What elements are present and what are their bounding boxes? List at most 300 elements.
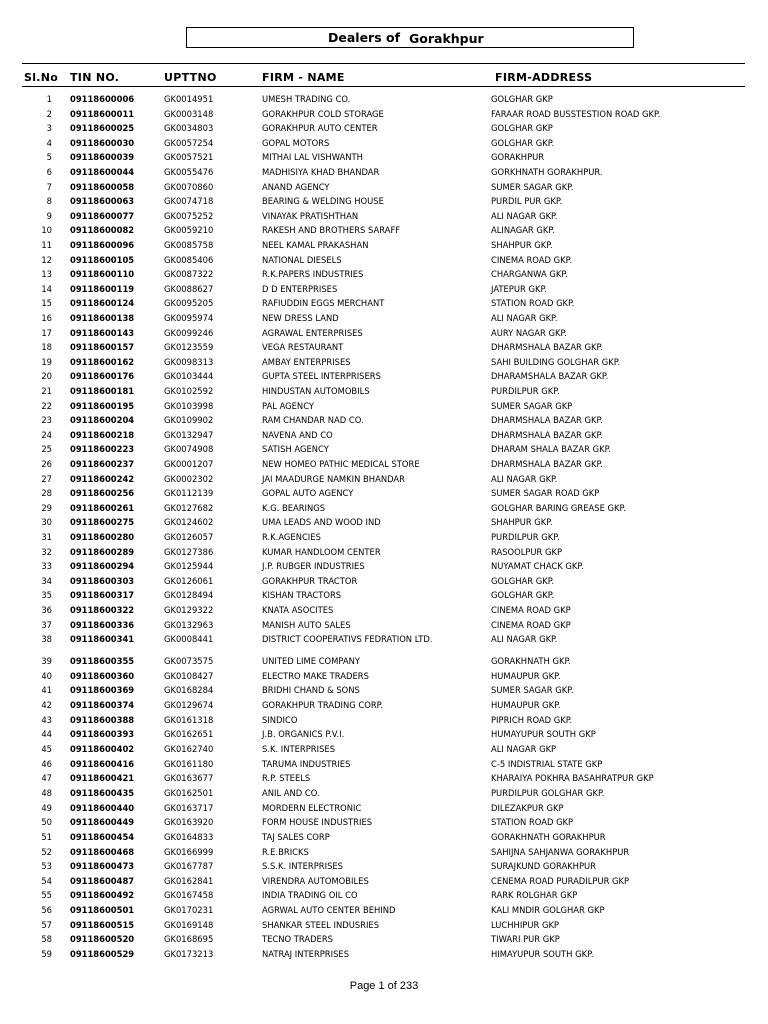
row-firm-address: SUMER SAGAR GKP [491, 400, 573, 411]
row-firm-address: ALI NAGAR GKP [491, 743, 557, 754]
row-firm-address: SHAHPUR GKP. [491, 517, 553, 528]
row-firm-address: ALI NAGAR GKP. [491, 210, 558, 221]
title-city: Gorakhpur [409, 31, 484, 46]
header-top-rule [22, 63, 745, 64]
row-firm-name: BEARING & WELDING HOUSE [262, 196, 384, 207]
row-tin: 09118600223 [70, 444, 135, 455]
row-uptt: GK0003148 [164, 108, 214, 119]
row-uptt: GK0127682 [164, 502, 214, 513]
row-firm-name: INDIA TRADING OIL CO [262, 890, 358, 901]
row-firm-address: GOLGHAR GKP. [491, 575, 555, 586]
row-slno: 29 [41, 502, 52, 513]
row-uptt: GK0168695 [164, 934, 214, 945]
row-tin: 09118600473 [70, 861, 135, 872]
row-slno: 55 [41, 890, 52, 901]
row-tin: 09118600077 [70, 210, 135, 221]
row-slno: 47 [41, 773, 52, 784]
row-slno: 53 [41, 861, 52, 872]
header-firm-address: FIRM-ADDRESS [495, 71, 593, 84]
row-tin: 09118600393 [70, 729, 135, 740]
row-slno: 6 [46, 167, 52, 177]
header-uptt: UPTTNO [164, 71, 217, 84]
header-slno: Sl.No [24, 71, 59, 84]
row-slno: 57 [41, 919, 52, 930]
row-uptt: GK0099246 [164, 327, 214, 338]
page-title-box [186, 27, 634, 48]
row-slno: 56 [41, 905, 52, 915]
row-slno: 14 [41, 283, 52, 294]
row-slno: 58 [41, 934, 52, 945]
row-firm-name: SATISH AGENCY [262, 444, 329, 455]
row-firm-name: GOPAL AUTO AGENCY [262, 488, 354, 499]
row-firm-name: R.K.AGENCIES [262, 532, 321, 542]
row-firm-address: KHARAIYA POKHRA BASAHRATPUR GKP [491, 773, 654, 784]
row-firm-address: STATION ROAD GKP [491, 817, 574, 828]
row-slno: 36 [41, 605, 52, 615]
row-firm-name: GORAKHPUR TRADING CORP. [262, 700, 384, 710]
row-tin: 09118600157 [70, 342, 135, 353]
row-tin: 09118600355 [70, 656, 135, 666]
row-firm-address: RARK ROLGHAR GKP [491, 890, 578, 901]
row-uptt: GK0108427 [164, 670, 214, 681]
row-slno: 51 [41, 831, 52, 842]
row-slno: 17 [41, 327, 52, 338]
row-uptt: GK0129674 [164, 700, 214, 710]
row-firm-name: AGRWAL AUTO CENTER BEHIND [262, 905, 396, 915]
row-firm-address: PURDILPUR GKP. [491, 386, 560, 396]
row-uptt: GK0014951 [164, 94, 214, 104]
row-firm-name: FORM HOUSE INDUSTRIES [262, 817, 373, 828]
row-uptt: GK0123559 [164, 342, 214, 353]
row-firm-address: GORAKHPUR [491, 152, 545, 163]
row-firm-name: BRIDHI CHAND & SONS [262, 685, 360, 696]
row-slno: 12 [41, 254, 52, 265]
row-slno: 13 [41, 269, 52, 280]
row-tin: 09118600082 [70, 225, 135, 236]
row-uptt: GK0166999 [164, 846, 214, 857]
row-slno: 23 [41, 415, 52, 426]
row-slno: 2 [46, 108, 52, 119]
row-tin: 09118600242 [70, 473, 135, 484]
row-tin: 09118600487 [70, 875, 135, 886]
row-firm-address: FARAAR ROAD BUSSTESTION ROAD GKP. [491, 108, 661, 119]
row-tin: 09118600515 [70, 919, 135, 930]
row-firm-address: AURY NAGAR GKP. [491, 327, 567, 338]
row-slno: 4 [46, 137, 52, 148]
row-firm-address: C-5 INDISTRIAL STATE GKP [491, 758, 603, 769]
row-firm-name: VEGA RESTAURANT [262, 342, 344, 353]
row-firm-name: RAKESH AND BROTHERS SARAFF [262, 225, 401, 236]
row-uptt: GK0057521 [164, 152, 214, 163]
row-firm-name: D D ENTERPRISES [262, 283, 338, 294]
row-slno: 50 [41, 817, 52, 828]
row-tin: 09118600416 [70, 758, 135, 769]
row-uptt: GK0073575 [164, 656, 214, 666]
row-slno: 30 [41, 517, 52, 528]
row-firm-address: CINEMA ROAD GKP [491, 605, 571, 615]
row-firm-address: PURDIL PUR GKP. [491, 196, 563, 207]
row-slno: 26 [41, 459, 52, 469]
row-firm-address: CENEMA ROAD PURADILPUR GKP [491, 875, 630, 886]
row-tin: 09118600119 [70, 283, 135, 294]
row-firm-name: GOPAL MOTORS [262, 137, 330, 148]
row-uptt: GK0132963 [164, 619, 214, 630]
row-tin: 09118600317 [70, 590, 135, 601]
row-slno: 39 [41, 656, 52, 666]
row-tin: 09118600030 [70, 137, 135, 148]
row-uptt: GK0001207 [164, 459, 214, 469]
row-firm-address: ALI NAGAR GKP. [491, 634, 558, 645]
row-uptt: GK0074718 [164, 196, 214, 207]
row-tin: 09118600063 [70, 196, 135, 207]
row-firm-address: GORKHNATH GORAKHPUR. [491, 167, 603, 177]
row-firm-address: GOLGHAR GKP [491, 123, 553, 134]
row-uptt: GK0164833 [164, 831, 214, 842]
row-slno: 32 [41, 546, 52, 557]
row-slno: 45 [41, 743, 52, 754]
row-uptt: GK0167458 [164, 890, 214, 901]
row-slno: 38 [41, 634, 52, 645]
row-tin: 09118600105 [70, 254, 135, 265]
row-slno: 7 [46, 181, 52, 192]
row-uptt: GK0085406 [164, 254, 214, 265]
row-slno: 37 [41, 619, 52, 630]
row-tin: 09118600468 [70, 846, 135, 857]
row-uptt: GK0169148 [164, 919, 214, 930]
row-tin: 09118600388 [70, 714, 135, 725]
row-tin: 09118600138 [70, 313, 135, 323]
row-tin: 09118600336 [70, 619, 135, 630]
row-tin: 09118600143 [70, 327, 135, 338]
row-firm-name: AMBAY ENTERPRISES [262, 356, 351, 367]
row-firm-address: STATION ROAD GKP. [491, 298, 575, 309]
row-slno: 3 [46, 123, 52, 134]
row-slno: 31 [41, 532, 52, 542]
row-slno: 54 [41, 875, 52, 886]
row-tin: 09118600529 [70, 949, 135, 959]
row-uptt: GK0126057 [164, 532, 214, 542]
row-firm-name: UMESH TRADING CO. [262, 94, 351, 104]
row-uptt: GK0098313 [164, 356, 214, 367]
row-firm-address: GOLGHAR BARING GREASE GKP. [491, 502, 626, 513]
row-slno: 10 [41, 225, 52, 236]
row-uptt: GK0162651 [164, 729, 214, 740]
row-uptt: GK0162740 [164, 743, 214, 754]
row-uptt: GK0132947 [164, 429, 214, 440]
row-firm-address: GOLGHAR GKP. [491, 137, 555, 148]
row-uptt: GK0087322 [164, 269, 214, 280]
row-firm-name: MANISH AUTO SALES [262, 619, 351, 630]
row-uptt: GK0129322 [164, 605, 214, 615]
row-slno: 16 [41, 313, 52, 323]
row-slno: 25 [41, 444, 52, 455]
row-uptt: GK0088627 [164, 283, 214, 294]
row-slno: 20 [41, 371, 52, 382]
row-slno: 52 [41, 846, 52, 857]
row-firm-address: ALINAGAR GKP. [491, 225, 555, 236]
row-slno: 42 [41, 700, 52, 710]
row-firm-address: SAHI BUILDING GOLGHAR GKP. [491, 356, 621, 367]
row-firm-name: S.K. INTERPRISES [262, 743, 336, 754]
row-tin: 09118600176 [70, 371, 135, 382]
row-tin: 09118600039 [70, 152, 135, 163]
row-tin: 09118600124 [70, 298, 135, 309]
row-firm-name: S.S.K. INTERPRISES [262, 861, 343, 872]
row-uptt: GK0167787 [164, 861, 214, 872]
row-uptt: GK0162841 [164, 875, 214, 886]
row-firm-name: TARUMA INDUSTRIES [262, 758, 351, 769]
row-uptt: GK0103998 [164, 400, 214, 411]
row-uptt: GK0162501 [164, 787, 214, 798]
row-tin: 09118600520 [70, 934, 135, 945]
row-firm-name: R.E.BRICKS [262, 846, 309, 857]
row-slno: 9 [46, 210, 52, 221]
row-firm-address: HUMAUPUR GKP. [491, 700, 561, 710]
row-uptt: GK0109902 [164, 415, 214, 426]
row-tin: 09118600322 [70, 605, 135, 615]
row-firm-address: GOLGHAR GKP. [491, 590, 555, 601]
row-firm-name: GORAKHPUR TRACTOR [262, 575, 358, 586]
row-firm-name: VINAYAK PRATISHTHAN [262, 210, 359, 221]
row-firm-address: SAHIJNA SAHJANWA GORAKHPUR [491, 846, 630, 857]
row-slno: 8 [46, 196, 52, 207]
row-firm-name: GUPTA STEEL INTERPRISERS [262, 371, 381, 382]
row-slno: 11 [41, 240, 52, 250]
row-slno: 1 [46, 94, 52, 104]
row-uptt: GK0085758 [164, 240, 214, 250]
row-firm-name: RAM CHANDAR NAD CO. [262, 415, 364, 426]
row-firm-address: GORAKHNATH GKP. [491, 656, 571, 666]
row-slno: 40 [41, 670, 52, 681]
row-firm-address: GOLGHAR GKP [491, 94, 553, 104]
row-firm-name: NAVENA AND CO [262, 429, 333, 440]
row-tin: 09118600280 [70, 532, 135, 542]
row-firm-address: CINEMA ROAD GKP. [491, 254, 572, 265]
row-slno: 15 [41, 298, 52, 309]
row-firm-name: SINDICO [262, 714, 298, 725]
row-slno: 19 [41, 356, 52, 367]
header-tin: TIN NO. [70, 71, 120, 84]
row-firm-address: NUYAMAT CHACK GKP. [491, 561, 584, 572]
row-slno: 33 [41, 561, 52, 572]
row-slno: 28 [41, 488, 52, 499]
row-slno: 27 [41, 473, 52, 484]
row-firm-address: JATEPUR GKP. [491, 283, 547, 294]
row-firm-address: DHARMSHALA BAZAR GKP. [491, 429, 603, 440]
row-firm-name: J.P. RUBGER INDUSTRIES [262, 561, 365, 572]
row-tin: 09118600454 [70, 831, 135, 842]
row-slno: 35 [41, 590, 52, 601]
row-firm-address: PIPRICH ROAD GKP. [491, 714, 573, 725]
row-firm-name: NATRAJ INTERPRISES [262, 949, 350, 959]
row-slno: 59 [41, 949, 52, 959]
row-tin: 09118600256 [70, 488, 135, 499]
row-uptt: GK0095205 [164, 298, 214, 309]
row-firm-name: KISHAN TRACTORS [262, 590, 342, 601]
row-firm-name: MORDERN ELECTRONIC [262, 802, 362, 813]
row-firm-address: PURDILPUR GOLGHAR GKP. [491, 787, 605, 798]
row-slno: 43 [41, 714, 52, 725]
row-tin: 09118600195 [70, 400, 135, 411]
row-slno: 48 [41, 787, 52, 798]
row-uptt: GK0161180 [164, 758, 214, 769]
row-firm-name: KUMAR HANDLOOM CENTER [262, 546, 381, 557]
row-uptt: GK0163677 [164, 773, 214, 784]
row-tin: 09118600275 [70, 517, 135, 528]
row-tin: 09118600501 [70, 905, 135, 915]
row-uptt: GK0070860 [164, 181, 214, 192]
row-firm-name: GORAKHPUR COLD STORAGE [262, 108, 384, 119]
row-firm-address: RASOOLPUR GKP [491, 546, 563, 557]
row-tin: 09118600421 [70, 773, 135, 784]
row-uptt: GK0163920 [164, 817, 214, 828]
row-firm-name: J.B. ORGANICS P.V.I. [262, 729, 345, 740]
row-tin: 09118600025 [70, 123, 135, 134]
title-prefix: Dealers of [328, 30, 401, 45]
row-uptt: GK0075252 [164, 210, 214, 221]
row-slno: 41 [41, 685, 52, 696]
row-slno: 5 [46, 152, 52, 163]
row-uptt: GK0074908 [164, 444, 214, 455]
row-firm-address: CHARGANWA GKP. [491, 269, 568, 280]
row-tin: 09118600096 [70, 240, 135, 250]
row-slno: 44 [41, 729, 52, 740]
row-firm-address: HIMAYUPUR SOUTH GKP. [491, 949, 594, 959]
row-firm-address: HUMAYUPUR SOUTH GKP [491, 729, 596, 740]
row-tin: 09118600440 [70, 802, 135, 813]
row-firm-name: K.G. BEARINGS [262, 502, 326, 513]
row-firm-name: UMA LEADS AND WOOD IND [262, 517, 381, 528]
row-firm-address: SUMER SAGAR GKP. [491, 181, 574, 192]
row-tin: 09118600449 [70, 817, 135, 828]
row-tin: 09118600011 [70, 108, 135, 119]
row-firm-address: LUCHHIPUR GKP [491, 919, 559, 930]
row-firm-name: R.K.PAPERS INDUSTRIES [262, 269, 364, 280]
row-uptt: GK0125944 [164, 561, 214, 572]
row-firm-address: HUMAUPUR GKP. [491, 670, 561, 681]
row-uptt: GK0034803 [164, 123, 214, 134]
row-firm-address: CINEMA ROAD GKP [491, 619, 571, 630]
row-firm-name: JAI MAADURGE NAMKIN BHANDAR [262, 473, 405, 484]
row-tin: 09118600374 [70, 700, 135, 710]
row-tin: 09118600492 [70, 890, 135, 901]
row-tin: 09118600369 [70, 685, 135, 696]
row-firm-name: UNITED LIME COMPANY [262, 656, 360, 666]
row-slno: 24 [41, 429, 52, 440]
row-tin: 09118600058 [70, 181, 135, 192]
row-tin: 09118600110 [70, 269, 135, 280]
row-firm-address: SUMER SAGAR GKP. [491, 685, 574, 696]
row-tin: 09118600044 [70, 167, 135, 177]
row-firm-name: R.P. STEELS [262, 773, 311, 784]
row-firm-name: NATIONAL DIESELS [262, 254, 342, 265]
row-firm-address: DILEZAKPUR GKP [491, 802, 564, 813]
row-firm-name: MITHAI LAL VISHWANTH [262, 152, 363, 163]
row-slno: 49 [41, 802, 52, 813]
row-firm-name: DISTRICT COOPERATIVS FEDRATION LTD. [262, 634, 433, 645]
row-firm-name: NEW HOMEO PATHIC MEDICAL STORE [262, 459, 420, 469]
row-tin: 09118600289 [70, 546, 135, 557]
row-uptt: GK0161318 [164, 714, 214, 725]
row-firm-address: SUMER SAGAR ROAD GKP [491, 488, 600, 499]
row-tin: 09118600237 [70, 459, 135, 469]
row-firm-name: RAFIUDDIN EGGS MERCHANT [262, 298, 385, 309]
row-uptt: GK0128494 [164, 590, 214, 601]
row-firm-name: ANAND AGENCY [262, 181, 330, 192]
row-uptt: GK0127386 [164, 546, 214, 557]
row-firm-address: GORAKHNATH GORAKHPUR [491, 831, 606, 842]
row-uptt: GK0112139 [164, 488, 214, 499]
row-firm-name: AGRAWAL ENTERPRISES [262, 327, 363, 338]
row-firm-name: GORAKHPUR AUTO CENTER [262, 123, 378, 134]
header-firm-name: FIRM - NAME [262, 71, 345, 84]
row-firm-name: ANIL AND CO. [262, 787, 320, 798]
row-uptt: GK0170231 [164, 905, 214, 915]
row-firm-name: NEW DRESS LAND [262, 313, 339, 323]
row-firm-name: HINDUSTAN AUTOMOBILS [262, 386, 370, 396]
row-uptt: GK0055476 [164, 167, 214, 177]
row-uptt: GK0126061 [164, 575, 214, 586]
row-uptt: GK0124602 [164, 517, 214, 528]
row-tin: 09118600261 [70, 502, 135, 513]
header-bottom-rule [22, 86, 745, 87]
row-uptt: GK0057254 [164, 137, 214, 148]
row-firm-name: NEEL KAMAL PRAKASHAN [262, 240, 369, 250]
row-firm-address: ALI NAGAR GKP. [491, 313, 558, 323]
row-uptt: GK0163717 [164, 802, 214, 813]
row-uptt: GK0173213 [164, 949, 214, 959]
row-slno: 21 [41, 386, 52, 396]
row-firm-address: PURDILPUR GKP. [491, 532, 560, 542]
row-firm-address: DHARMSHALA BAZAR GKP. [491, 342, 603, 353]
row-firm-name: PAL AGENCY [262, 400, 315, 411]
row-firm-name: KNATA ASOCITES [262, 605, 334, 615]
row-slno: 34 [41, 575, 52, 586]
row-tin: 09118600181 [70, 386, 135, 396]
row-slno: 22 [41, 400, 52, 411]
row-firm-address: DHARAM SHALA BAZAR GKP. [491, 444, 611, 455]
row-firm-name: SHANKAR STEEL INDUSRIES [262, 919, 380, 930]
row-firm-name: TECNO TRADERS [262, 934, 333, 945]
row-firm-address: SURAJKUND GORAKHPUR [491, 861, 596, 872]
row-uptt: GK0008441 [164, 634, 214, 645]
row-firm-address: DHARMSHALA BAZAR GKP. [491, 415, 603, 426]
row-tin: 09118600402 [70, 743, 135, 754]
row-tin: 09118600006 [70, 94, 135, 104]
row-firm-address: ALI NAGAR GKP. [491, 473, 558, 484]
row-tin: 09118600294 [70, 561, 135, 572]
row-firm-name: VIRENDRA AUTOMOBILES [262, 875, 369, 886]
page-footer: Page 1 of 233 [349, 980, 419, 992]
row-uptt: GK0168284 [164, 685, 214, 696]
row-slno: 46 [41, 758, 52, 769]
row-tin: 09118600360 [70, 670, 135, 681]
row-firm-address: SHAHPUR GKP. [491, 240, 553, 250]
row-firm-name: ELECTRO MAKE TRADERS [262, 670, 369, 681]
row-uptt: GK0059210 [164, 225, 214, 236]
row-tin: 09118600204 [70, 415, 135, 426]
row-uptt: GK0002302 [164, 473, 214, 484]
row-firm-address: DHARMSHALA BAZAR GKP. [491, 459, 603, 469]
row-uptt: GK0103444 [164, 371, 214, 382]
row-firm-name: TAJ SALES CORP [262, 831, 330, 842]
row-firm-name: MADHISIYA KHAD BHANDAR [262, 167, 380, 177]
row-tin: 09118600435 [70, 787, 135, 798]
row-firm-address: TIWARI PUR GKP [491, 934, 560, 945]
row-slno: 18 [41, 342, 52, 353]
row-tin: 09118600218 [70, 429, 135, 440]
row-firm-address: DHARAMSHALA BAZAR GKP. [491, 371, 609, 382]
